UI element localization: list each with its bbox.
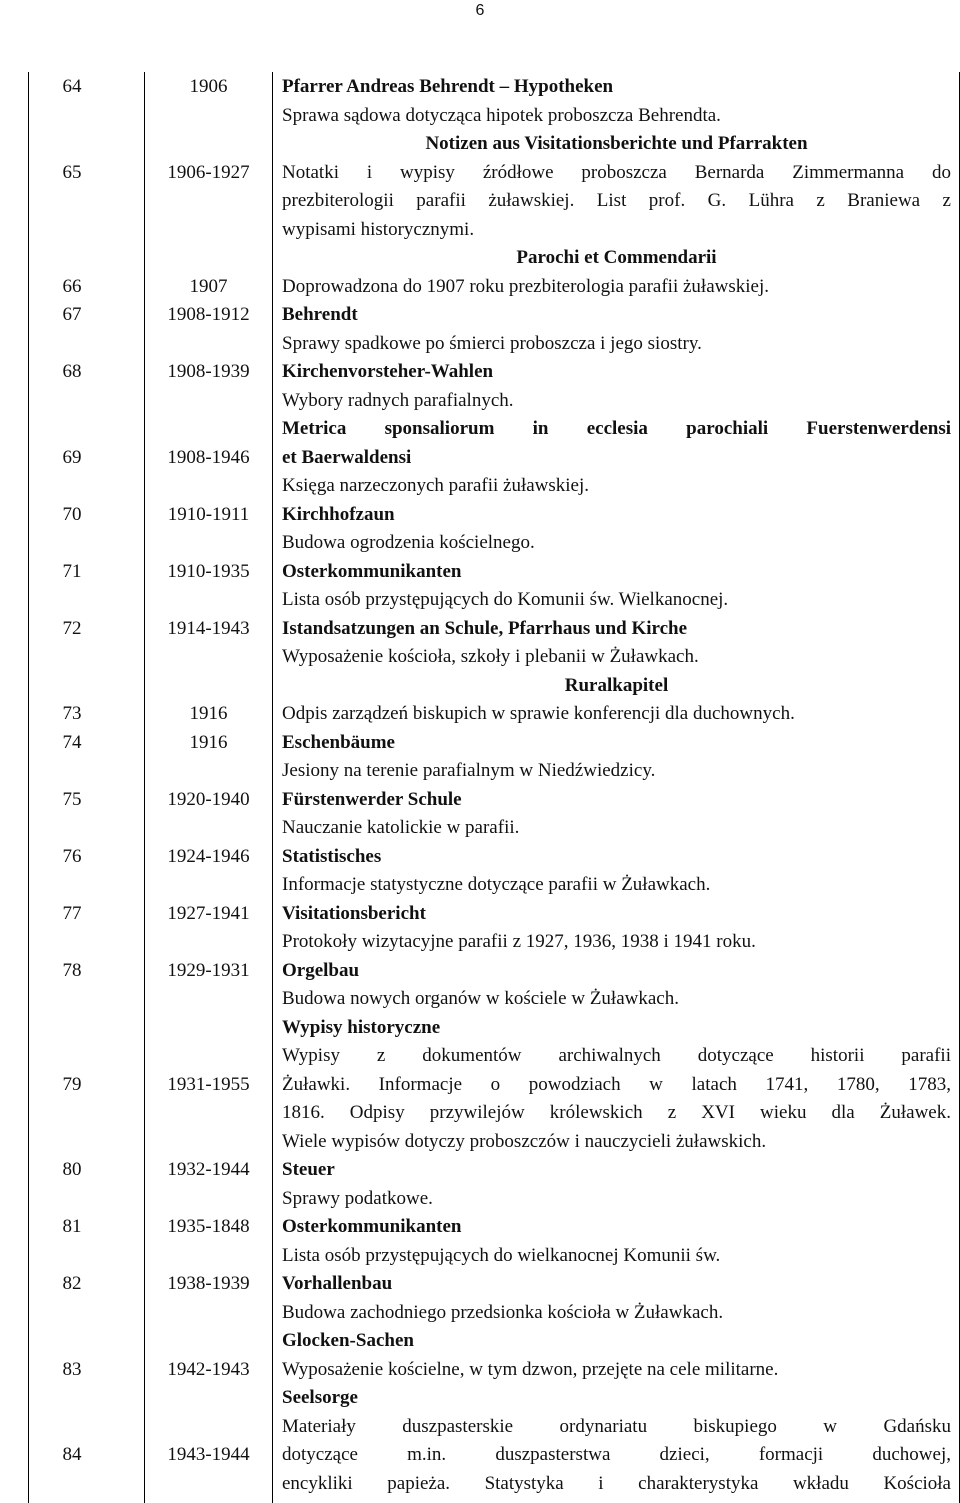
- entry-title: Kirchenvorsteher-Wahlen: [282, 361, 494, 382]
- entry-years: 1929-1931: [167, 959, 250, 981]
- entry-description: [282, 501, 951, 558]
- entry-number: 79: [62, 1073, 82, 1095]
- table-row: [0, 415, 960, 501]
- entry-summary: Lista osób przystępujących do wielkanocnej Komunii św.: [282, 1244, 721, 1266]
- entry-title: Statistisches: [282, 845, 382, 867]
- entry-years: 1938-1939: [167, 1273, 250, 1294]
- entry-title: Kirchhofzaun: [282, 503, 395, 525]
- entry-number: 74: [62, 731, 82, 753]
- entry-number: 70: [62, 503, 82, 525]
- entry-title: Behrendt: [282, 304, 358, 325]
- table-row: [0, 301, 960, 358]
- entry-description: [282, 615, 951, 672]
- entry-description: [282, 1327, 951, 1384]
- entry-title: et Baerwaldensi: [282, 446, 412, 468]
- entry-summary: Budowa nowych organów w kościele w Żuławkach.: [282, 988, 679, 1009]
- entry-number: 81: [62, 1216, 82, 1237]
- table-row: [0, 1327, 960, 1384]
- entry-description: [282, 73, 951, 130]
- entry-summary: Nauczanie katolickie w parafii.: [282, 817, 520, 838]
- entry-number: 75: [62, 788, 82, 810]
- entry-title: Fürstenwerder Schule: [282, 788, 462, 810]
- entry-description: [282, 729, 951, 786]
- table-row: [0, 900, 960, 957]
- table-row: [0, 501, 960, 558]
- entry-number: 77: [62, 902, 82, 924]
- entry-years: 1908-1912: [167, 304, 250, 325]
- entry-summary: Wiele wypisów dotyczy proboszczów i nauczycieli żuławskich.: [282, 1130, 767, 1152]
- entry-years: 1935-1848: [167, 1216, 250, 1237]
- entry-number: 76: [62, 845, 82, 867]
- entry-number: 78: [62, 959, 82, 981]
- entry-title: Notizen aus Visitationsberichte und Pfarrakten: [425, 133, 808, 154]
- entry-years: 1906: [189, 76, 228, 97]
- entry-summary: Sprawy podatkowe.: [282, 1187, 433, 1209]
- entry-years: 1916: [189, 703, 228, 724]
- entry-years: 1920-1940: [167, 788, 250, 810]
- entry-description: [282, 1270, 951, 1327]
- table-row: [0, 1014, 960, 1157]
- entry-summary: Budowa zachodniego przedsionka kościoła w Żuławkach.: [282, 1301, 724, 1323]
- entry-number: 64: [62, 76, 82, 97]
- entry-title: Osterkommunikanten: [282, 1216, 462, 1237]
- table-row: [0, 1156, 960, 1213]
- entry-description: [282, 130, 951, 244]
- entry-summary: Jesiony na terenie parafialnym w Niedźwiedzicy.: [282, 760, 656, 781]
- table-row: [0, 672, 960, 729]
- entry-title: Vorhallenbau: [282, 1273, 393, 1294]
- entry-summary: Księga narzeczonych parafii żuławskiej.: [282, 475, 590, 496]
- entry-title: Metrica sponsaliorum in ecclesia parochiali Fuerstenwerdensi: [282, 418, 951, 439]
- entry-summary: Materiały duszpasterskie ordynariatu biskupiego w Gdańsku: [282, 1415, 951, 1437]
- entry-years: 1916: [189, 731, 228, 753]
- entry-title: Seelsorge: [282, 1387, 358, 1408]
- entry-years: 1906-1927: [167, 161, 250, 183]
- table-row: [0, 843, 960, 900]
- entry-summary: Odpis zarządzeń biskupich w sprawie konferencji dla duchownych.: [282, 703, 795, 724]
- entry-number: 80: [62, 1159, 82, 1180]
- entry-number: 65: [62, 161, 82, 183]
- entry-description: [282, 957, 951, 1014]
- entry-number: 69: [62, 446, 82, 468]
- entry-title: Eschenbäume: [282, 731, 395, 753]
- entry-number: 66: [62, 275, 82, 297]
- table-row: [0, 1213, 960, 1270]
- entry-summary: Wyposażenie kościoła, szkoły i plebanii w Żuławkach.: [282, 646, 699, 667]
- table-row: [0, 957, 960, 1014]
- page-number: 6: [475, 2, 485, 19]
- entry-years: 1927-1941: [167, 902, 250, 924]
- entry-summary: Wybory radnych parafialnych.: [282, 389, 514, 411]
- entry-years: 1908-1946: [167, 446, 250, 468]
- entry-summary: Doprowadzona do 1907 roku prezbiterologia parafii żuławskiej.: [282, 275, 769, 297]
- entry-description: [282, 672, 951, 729]
- entry-years: 1907: [189, 275, 228, 297]
- entry-title: Visitationsbericht: [282, 902, 426, 924]
- entry-description: [282, 358, 951, 415]
- entry-title: Orgelbau: [282, 959, 360, 981]
- entry-years: 1943-1944: [167, 1444, 250, 1465]
- entry-summary: Lista osób przystępujących do Komunii św. Wielkanocnej.: [282, 589, 729, 610]
- entry-years: 1908-1939: [167, 361, 250, 382]
- table-row: [0, 615, 960, 672]
- entry-description: [282, 301, 951, 358]
- entry-number: 67: [62, 304, 82, 325]
- entry-summary: Notatki i wypisy źródłowe proboszcza Bernarda Zimmermanna do: [282, 161, 951, 183]
- entry-years: 1942-1943: [167, 1358, 250, 1380]
- entry-title: Istandsatzungen an Schule, Pfarrhaus und Kirche: [282, 617, 688, 639]
- entry-number: 72: [62, 617, 82, 639]
- table-row: [0, 558, 960, 615]
- entry-summary: Wyposażenie kościelne, w tym dzwon, przejęte na cele militarne.: [282, 1358, 779, 1380]
- entry-title: Glocken-Sachen: [282, 1330, 414, 1351]
- entry-years: 1910-1911: [167, 503, 250, 525]
- entry-summary: Budowa ogrodzenia kościelnego.: [282, 532, 535, 553]
- entry-title: Parochi et Commendarii: [516, 247, 717, 268]
- table-row: [0, 244, 960, 301]
- entry-description: [282, 1213, 951, 1270]
- entry-years: 1932-1944: [167, 1159, 250, 1180]
- entry-title: Wypisy historyczne: [282, 1016, 441, 1038]
- table-row: [0, 73, 960, 130]
- entry-years: 1924-1946: [167, 845, 250, 867]
- table-row: [0, 1384, 960, 1498]
- table-row: [0, 358, 960, 415]
- entry-title: Pfarrer Andreas Behrendt – Hypotheken: [282, 76, 614, 97]
- entry-description: [282, 415, 951, 501]
- entry-number: 83: [62, 1358, 82, 1380]
- table-row: [0, 786, 960, 843]
- entry-summary: Sprawy spadkowe po śmierci proboszcza i jego siostry.: [282, 332, 702, 354]
- entry-description: [282, 900, 951, 957]
- entry-summary: encykliki papieża. Statystyka i charakterystyka wkładu Kościoła: [282, 1472, 951, 1494]
- table-row: [0, 130, 960, 244]
- table-row: [0, 1270, 960, 1327]
- entry-number: 84: [62, 1444, 82, 1465]
- entry-summary: Informacje statystyczne dotyczące parafii w Żuławkach.: [282, 874, 711, 895]
- entry-number: 68: [62, 361, 82, 382]
- entry-summary: Sprawa sądowa dotycząca hipotek proboszcza Behrendta.: [282, 104, 721, 126]
- entry-summary: wypisami historycznymi.: [282, 218, 475, 240]
- entry-description: [282, 1384, 951, 1498]
- entry-description: [282, 786, 951, 843]
- entry-summary: Wypisy z dokumentów archiwalnych dotyczące historii parafii: [282, 1045, 951, 1066]
- entry-description: [282, 1156, 951, 1213]
- entry-summary: 1816. Odpisy przywilejów królewskich z XVI wieku dla Żuławek.: [282, 1102, 951, 1123]
- entry-description: [282, 244, 951, 301]
- entry-summary: Żuławki. Informacje o powodziach w latach 1741, 1780, 1783,: [282, 1073, 951, 1095]
- entry-title: Steuer: [282, 1159, 335, 1180]
- entry-title: Ruralkapitel: [564, 674, 669, 696]
- entry-summary: Protokoły wizytacyjne parafii z 1927, 1936, 1938 i 1941 roku.: [282, 931, 756, 952]
- table-row: [0, 729, 960, 786]
- entry-title: Osterkommunikanten: [282, 560, 462, 582]
- entry-description: [282, 1014, 951, 1157]
- entry-description: [282, 843, 951, 900]
- entry-number: 71: [62, 560, 82, 582]
- entry-number: 82: [62, 1273, 82, 1294]
- archive-inventory-table: [0, 73, 960, 1498]
- entry-summary: prezbiterologii parafii żuławskiej. List prof. G. Lühra z Braniewa z: [282, 190, 951, 211]
- entry-years: 1914-1943: [167, 617, 250, 639]
- entry-description: [282, 558, 951, 615]
- entry-years: 1931-1955: [167, 1073, 250, 1095]
- entry-years: 1910-1935: [167, 560, 250, 582]
- entry-summary: dotyczące m.in. duszpasterstwa dzieci, formacji duchowej,: [282, 1444, 951, 1465]
- entry-number: 73: [62, 703, 82, 724]
